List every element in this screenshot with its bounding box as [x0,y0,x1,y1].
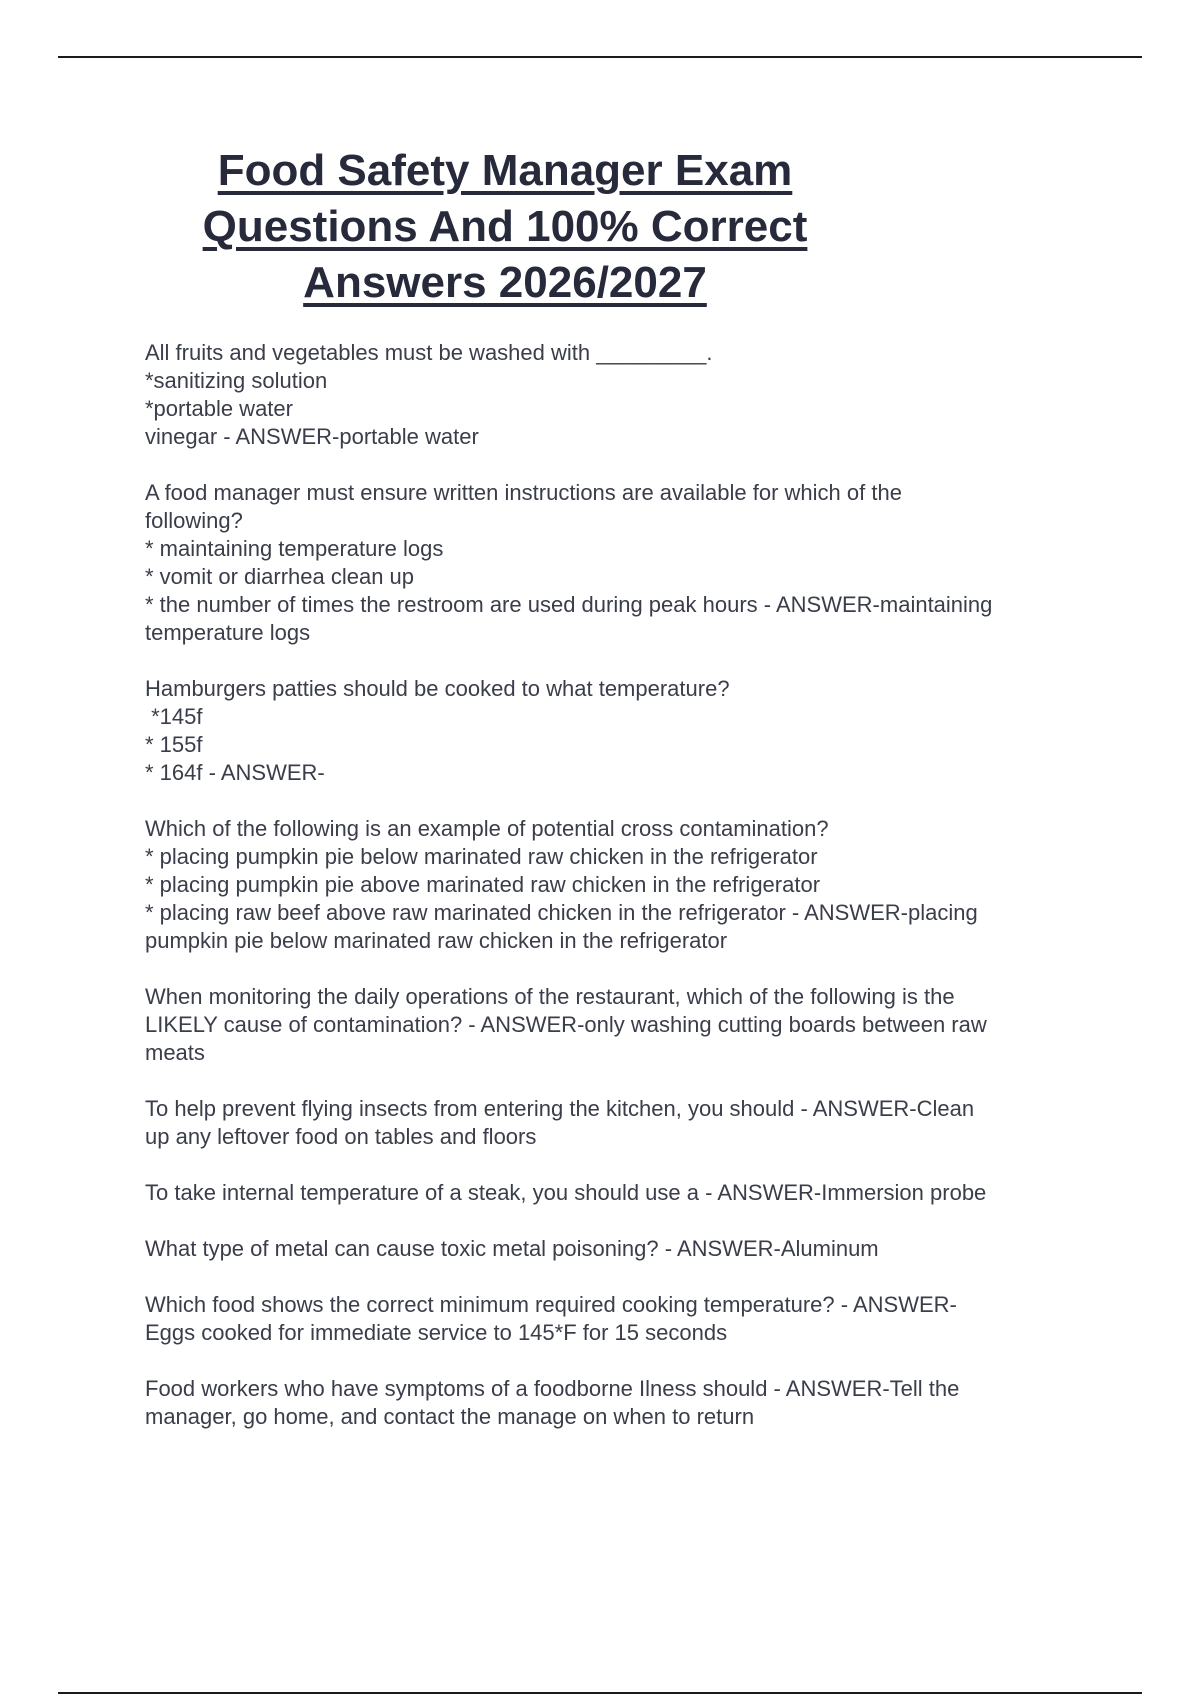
question-line: What type of metal can cause toxic metal poisoning? - ANSWER-Aluminum [145,1236,879,1261]
question-line: * 155f [145,732,203,757]
question-line: pumpkin pie below marinated raw chicken in the refrigerator [145,928,728,953]
question-line: To help prevent flying insects from entering the kitchen, you should - ANSWER-Clean [145,1096,975,1121]
question-line: temperature logs [145,620,311,645]
question-line: meats [145,1040,205,1065]
question-line: * 164f - ANSWER- [145,760,325,785]
question-block [145,1291,1105,1347]
question-line: * maintaining temperature logs [145,536,444,561]
title-line: Questions And 100% Correct [202,202,808,251]
question-block [145,1235,1105,1263]
question-block [145,1095,1105,1151]
question-line: To take internal temperature of a steak, you should use a - ANSWER-Immersion probe [145,1180,987,1205]
question-line: *145f [145,704,203,729]
question-line: * placing raw beef above raw marinated chicken in the refrigerator - ANSWER-placing [145,900,978,925]
title-line: Answers 2026/2027 [303,258,707,307]
top-rule [58,56,1142,58]
question-line: Hamburgers patties should be cooked to what temperature? [145,676,730,701]
question-line: Which food shows the correct minimum required cooking temperature? - ANSWER- [145,1292,957,1317]
question-line: Food workers who have symptoms of a foodborne Ilness should - ANSWER-Tell the [145,1376,960,1401]
question-block [145,1375,1105,1431]
question-line: Eggs cooked for immediate service to 145*F for 15 seconds [145,1320,728,1345]
question-block [145,675,1105,787]
document-title [155,143,855,311]
question-block [145,1179,1105,1207]
question-line: * placing pumpkin pie below marinated raw chicken in the refrigerator [145,844,818,869]
question-line: * vomit or diarrhea clean up [145,564,415,589]
question-line: vinegar - ANSWER-portable water [145,424,479,449]
question-line: manager, go home, and contact the manage on when to return [145,1404,755,1429]
question-line: up any leftover food on tables and floors [145,1124,537,1149]
bottom-rule [58,1692,1142,1694]
question-line: A food manager must ensure written instructions are available for which of the [145,480,902,505]
question-line: When monitoring the daily operations of the restaurant, which of the following is the [145,984,955,1009]
question-line: *sanitizing solution [145,368,328,393]
title-line: Food Safety Manager Exam [217,146,793,195]
question-line: * the number of times the restroom are used during peak hours - ANSWER-maintaining [145,592,993,617]
question-list [145,339,1105,1459]
question-line: * placing pumpkin pie above marinated raw chicken in the refrigerator [145,872,821,897]
question-block [145,815,1105,955]
question-line: *portable water [145,396,293,421]
question-block [145,479,1105,647]
question-line: LIKELY cause of contamination? - ANSWER-only washing cutting boards between raw [145,1012,987,1037]
question-line: Which of the following is an example of potential cross contamination? [145,816,829,841]
question-block [145,339,1105,451]
question-line: All fruits and vegetables must be washed with _________. [145,340,713,365]
question-block [145,983,1105,1067]
question-line: following? [145,508,243,533]
